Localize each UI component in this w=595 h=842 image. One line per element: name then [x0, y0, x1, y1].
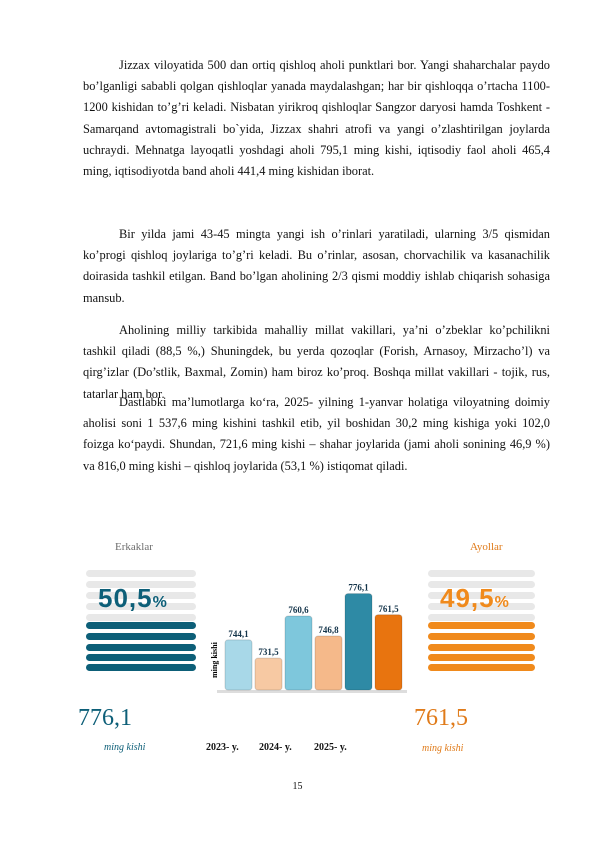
female-unit: ming kishi — [422, 743, 464, 754]
chart-data-label: 761,5 — [378, 603, 399, 614]
paragraph-1: Jizzax viloyatida 500 dan ortiq qishloq aholi punktlari bor. Yangi shaharchalar paydo bo’lganligi sababli qolgan qishloqlar yanada maydalashgan; har bir qishloqqa o’rtacha 1100-1200 kishidan to’g’ri keladi. Nisbatan yirikroq qishloqlar Sangzor daryosi hamda Toshkent - Samarqand avtomagistrali bo`yida, Jizzax shahri atrofi va yangi o’zlashtirilgan joylarda uchraydi. Mehnatga layoqatli yoshdagi aholi 795,1 ming kishi, iqtisodiy faol aholi 465,4 ming, iqtisodiyotda band aholi 441,4 ming kishidan iborat. — [83, 58, 550, 179]
chart-data-label: 744,1 — [228, 628, 249, 639]
male-unit: ming kishi — [104, 742, 146, 753]
chart-data-label: 731,5 — [258, 647, 279, 658]
chart-data-label: 746,8 — [318, 625, 339, 636]
population-bar-chart — [205, 560, 420, 700]
chart-data-label: 776,1 — [348, 582, 369, 593]
chart-bar — [225, 640, 252, 690]
male-label: Erkaklar — [115, 541, 153, 553]
chart-data-label: 760,6 — [288, 605, 309, 616]
paragraph-2: Bir yilda jami 43-45 mingta yangi ish o’rinlari yaratiladi, ularning 3/5 qismidan ko’progi qishloq joylariga to’g’ri keladi. Bu o’rinlar, asosan, chorvachilik va kasanachilik doirasida tashkil etilgan. Band bo’lgan aholining 2/3 qismi moddiy ishlab chiqarish sohasiga mansub. — [83, 227, 550, 305]
female-label: Ayollar — [470, 541, 503, 553]
chart-bar — [345, 594, 372, 690]
page-number: 15 — [292, 781, 303, 792]
chart-bar — [315, 636, 342, 690]
paragraph-3: Aholining milliy tarkibida mahalliy millat vakillari, ya’ni o’zbeklar ko’pchilikni tashkil qiladi (88,5 %,) Shuningdek, bu yerda qozoqlar (Forish, Arnasoy, Mirzacho’l) va qirg’izlar (Do’stlik, Baxmal, Zomin) ham biroz ko’proq. Boshqa millat vakillari - tojik, rus, tatarlar ham bor. — [83, 323, 550, 401]
chart-bar — [375, 615, 402, 690]
male-total: 776,1 — [78, 705, 132, 731]
male-percent: 50,5% — [98, 583, 168, 613]
chart-bar — [285, 616, 312, 690]
paragraph-4: Dastlabki ma’lumotlarga ko‘ra, 2025- yilning 1-yanvar holatiga viloyatning doimiy aholisi soni 1 537,6 ming kishini tashkil etib, yil boshidan 30,2 ming kishiga yoki 102,0 foizga ko‘paydi. Shundan, 721,6 ming kishi – shahar joylarida (jami aholi sonining 46,9 %) va 816,0 ming kishi – qishloq joylarida (53,1 %) istiqomat qiladi. — [83, 395, 550, 473]
chart-ylabel: ming kishi — [210, 642, 219, 678]
chart-bar — [255, 658, 282, 690]
year-label-2024: 2024- y. — [259, 742, 292, 753]
female-total: 761,5 — [414, 705, 468, 731]
year-label-2023: 2023- y. — [206, 742, 239, 753]
female-percent: 49,5% — [440, 583, 510, 613]
year-label-2025: 2025- y. — [314, 742, 347, 753]
